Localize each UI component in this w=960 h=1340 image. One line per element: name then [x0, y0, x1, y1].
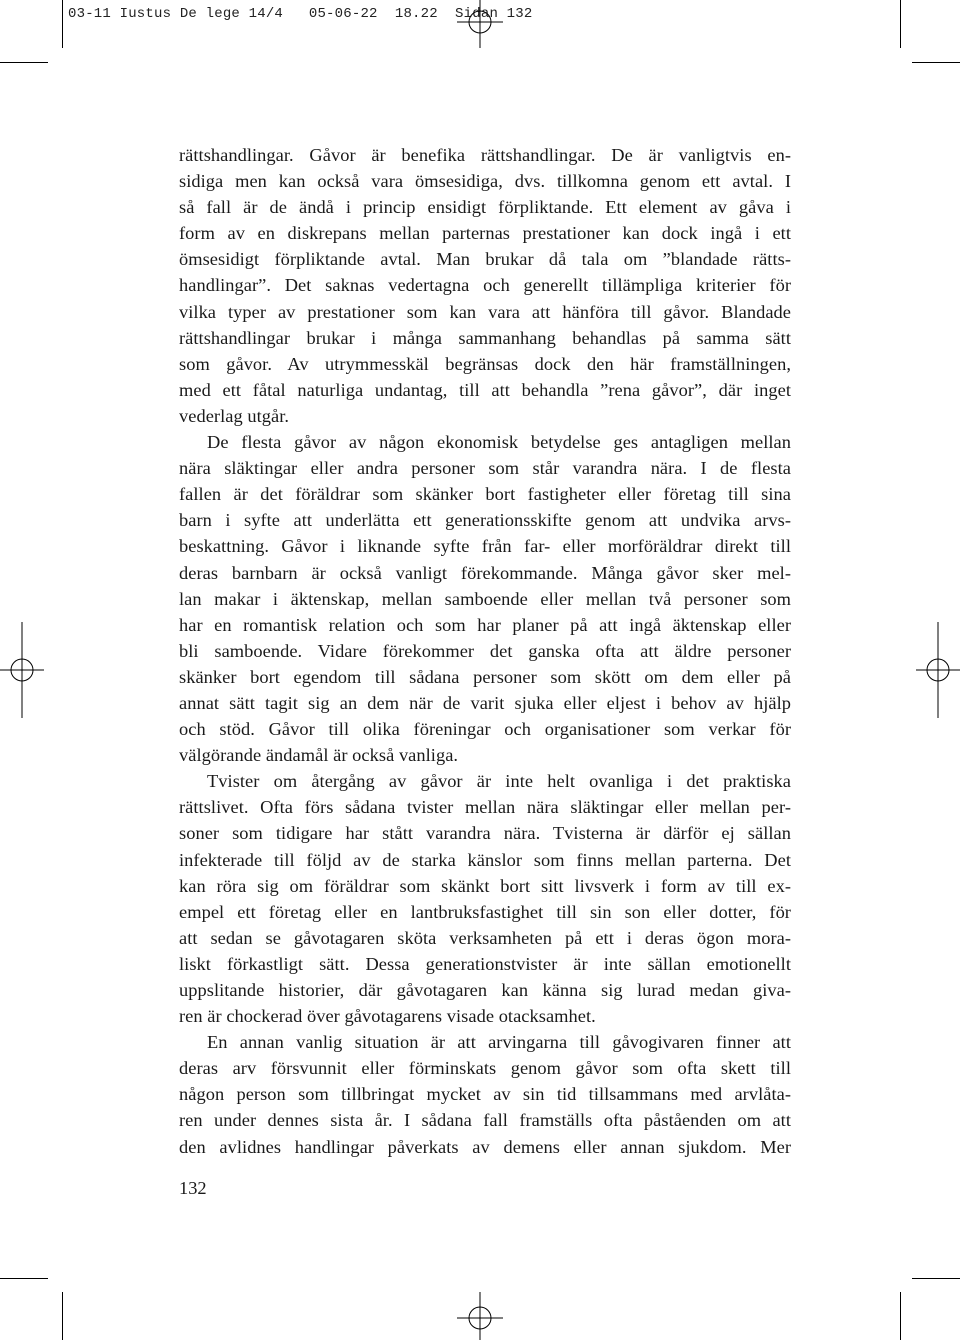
text-line: De flesta gåvor av någon ekonomisk betydelse ges antagligen mellan: [207, 432, 791, 453]
crop-mark-tl-v: [62, 0, 63, 48]
registration-mark-bottom-icon: [455, 1290, 505, 1340]
text-line: så fall är de ändå i princip ensidigt förpliktande. Ett element av gåva i: [179, 197, 791, 218]
text-line: Tvister om återgång av gåvor är inte helt ovanliga i det praktiska: [207, 771, 791, 792]
text-line: barn i syfte att underlätta ett generationsskifte genom att undvika arvs-: [179, 510, 791, 531]
crop-mark-br-h: [912, 1278, 960, 1279]
text-line: beskattning. Gåvor i liknande syfte från far- eller morföräldrar direkt till: [179, 536, 791, 557]
text-line: vilka typer av prestationer som kan vara att hänföra till gåvor. Blandade: [179, 301, 791, 322]
text-line: deras barnbarn är också vanligt förekommande. Många gåvor sker mel-: [179, 562, 791, 583]
text-line: lan makar i äktenskap, mellan samboende eller mellan två personer som: [179, 588, 791, 609]
text-line: rättshandlingar brukar i många sammanhang behandlas på samma sätt: [179, 327, 791, 348]
text-line: liskt förkastligt sätt. Dessa generationstvister är inte sällan emotionellt: [179, 953, 791, 974]
text-line: skänker bort egendom till sådana personer som skött om dem eller på: [179, 666, 791, 687]
crop-mark-tl-h: [0, 62, 48, 63]
text-line: form av en diskrepans mellan parternas prestationer kan dock ingå i ett: [179, 223, 791, 244]
crop-mark-tr-h: [912, 62, 960, 63]
text-line: någon person som tillbringat mycket av sin tid tillsammans med arvlåta-: [179, 1084, 791, 1105]
text-line: annat sätt tagit sig an dem när de varit sjuka eller eljest i behov av hjälp: [179, 692, 791, 713]
text-line: rättshandlingar. Gåvor är benefika rättshandlingar. De är vanligtvis en-: [179, 145, 791, 165]
registration-mark-right-icon: [912, 622, 960, 718]
text-line: En annan vanlig situation är att arvingarna till gåvogivaren finner att: [207, 1032, 791, 1053]
registration-mark-top-icon: [455, 0, 505, 50]
crop-mark-bl-v: [62, 1292, 63, 1340]
print-slug: 03-11 Iustus De lege 14/4 05-06-22 18.22 Sidan 132: [68, 6, 533, 22]
text-line: och stöd. Gåvor till olika föreningar och organisationer som verkar för: [179, 719, 791, 740]
text-line: soner som tidigare har stått varandra nära. Tvisterna är därför ej sällan: [179, 823, 791, 844]
text-line: välgörande ändamål är också vanliga.: [179, 745, 459, 766]
text-line: ren är chockerad över gåvotagarens visade otacksamhet.: [179, 1006, 596, 1027]
text-line: den avlidnes handlingar påverkats av demens eller annan sjukdom. Mer: [179, 1136, 791, 1157]
text-line: med ett fåtal naturliga undantag, till att behandla ”rena gåvor”, där inget: [179, 379, 791, 400]
text-line: har en romantisk relation och som har planer på att ingå äktenskap eller: [179, 614, 791, 635]
text-line: ren under dennes sista år. I sådana fall framställs ofta påståenden om att: [179, 1110, 791, 1131]
text-line: infekterade till följd av de starka känslor som finns mellan parterna. Det: [179, 849, 791, 870]
registration-mark-left-icon: [0, 622, 48, 718]
text-line: rättslivet. Ofta förs sådana tvister mellan nära släktingar eller mellan per-: [179, 797, 791, 818]
text-line: vederlag utgår.: [179, 405, 290, 426]
text-line: bli samboende. Vidare förekommer det ganska ofta att äldre personer: [179, 640, 791, 661]
text-line: fallen är det föräldrar som skänker bort fastigheter eller företag till sina: [179, 484, 791, 505]
text-line: att sedan se gåvotagaren sköta verksamheten på ett i deras ögon mora-: [179, 927, 791, 948]
crop-mark-bl-h: [0, 1278, 48, 1279]
text-line: handlingar”. Det saknas vedertagna och generellt tillämpliga kriterier för: [179, 275, 791, 296]
text-line: deras arv försvunnit eller förminskats genom gåvor som ofta skett till: [179, 1058, 791, 1079]
text-line: nära släktingar eller andra personer som står varandra nära. I de flesta: [179, 458, 791, 479]
crop-mark-tr-v: [900, 0, 901, 48]
text-line: kan röra sig om föräldrar som skänkt bort sitt livsverk i form av till ex-: [179, 875, 791, 896]
text-line: sidiga men kan också vara ömsesidiga, dvs. tillkomna genom ett avtal. I: [179, 171, 791, 192]
crop-mark-br-v: [900, 1292, 901, 1340]
text-line: empel ett företag eller en lantbruksfastighet till sin son eller dotter, för: [179, 901, 791, 922]
text-line: uppslitande historier, där gåvotagaren kan känna sig lurad medan giva-: [179, 980, 791, 1000]
text-line: som gåvor. Av utrymmesskäl begränsas dock den här framställningen,: [179, 353, 791, 374]
text-line: ömsesidigt förpliktande avtal. Man brukar då tala om ”blandade rätts-: [179, 249, 791, 270]
body-text: [179, 142, 791, 1160]
page-number: 132: [179, 1178, 207, 1198]
